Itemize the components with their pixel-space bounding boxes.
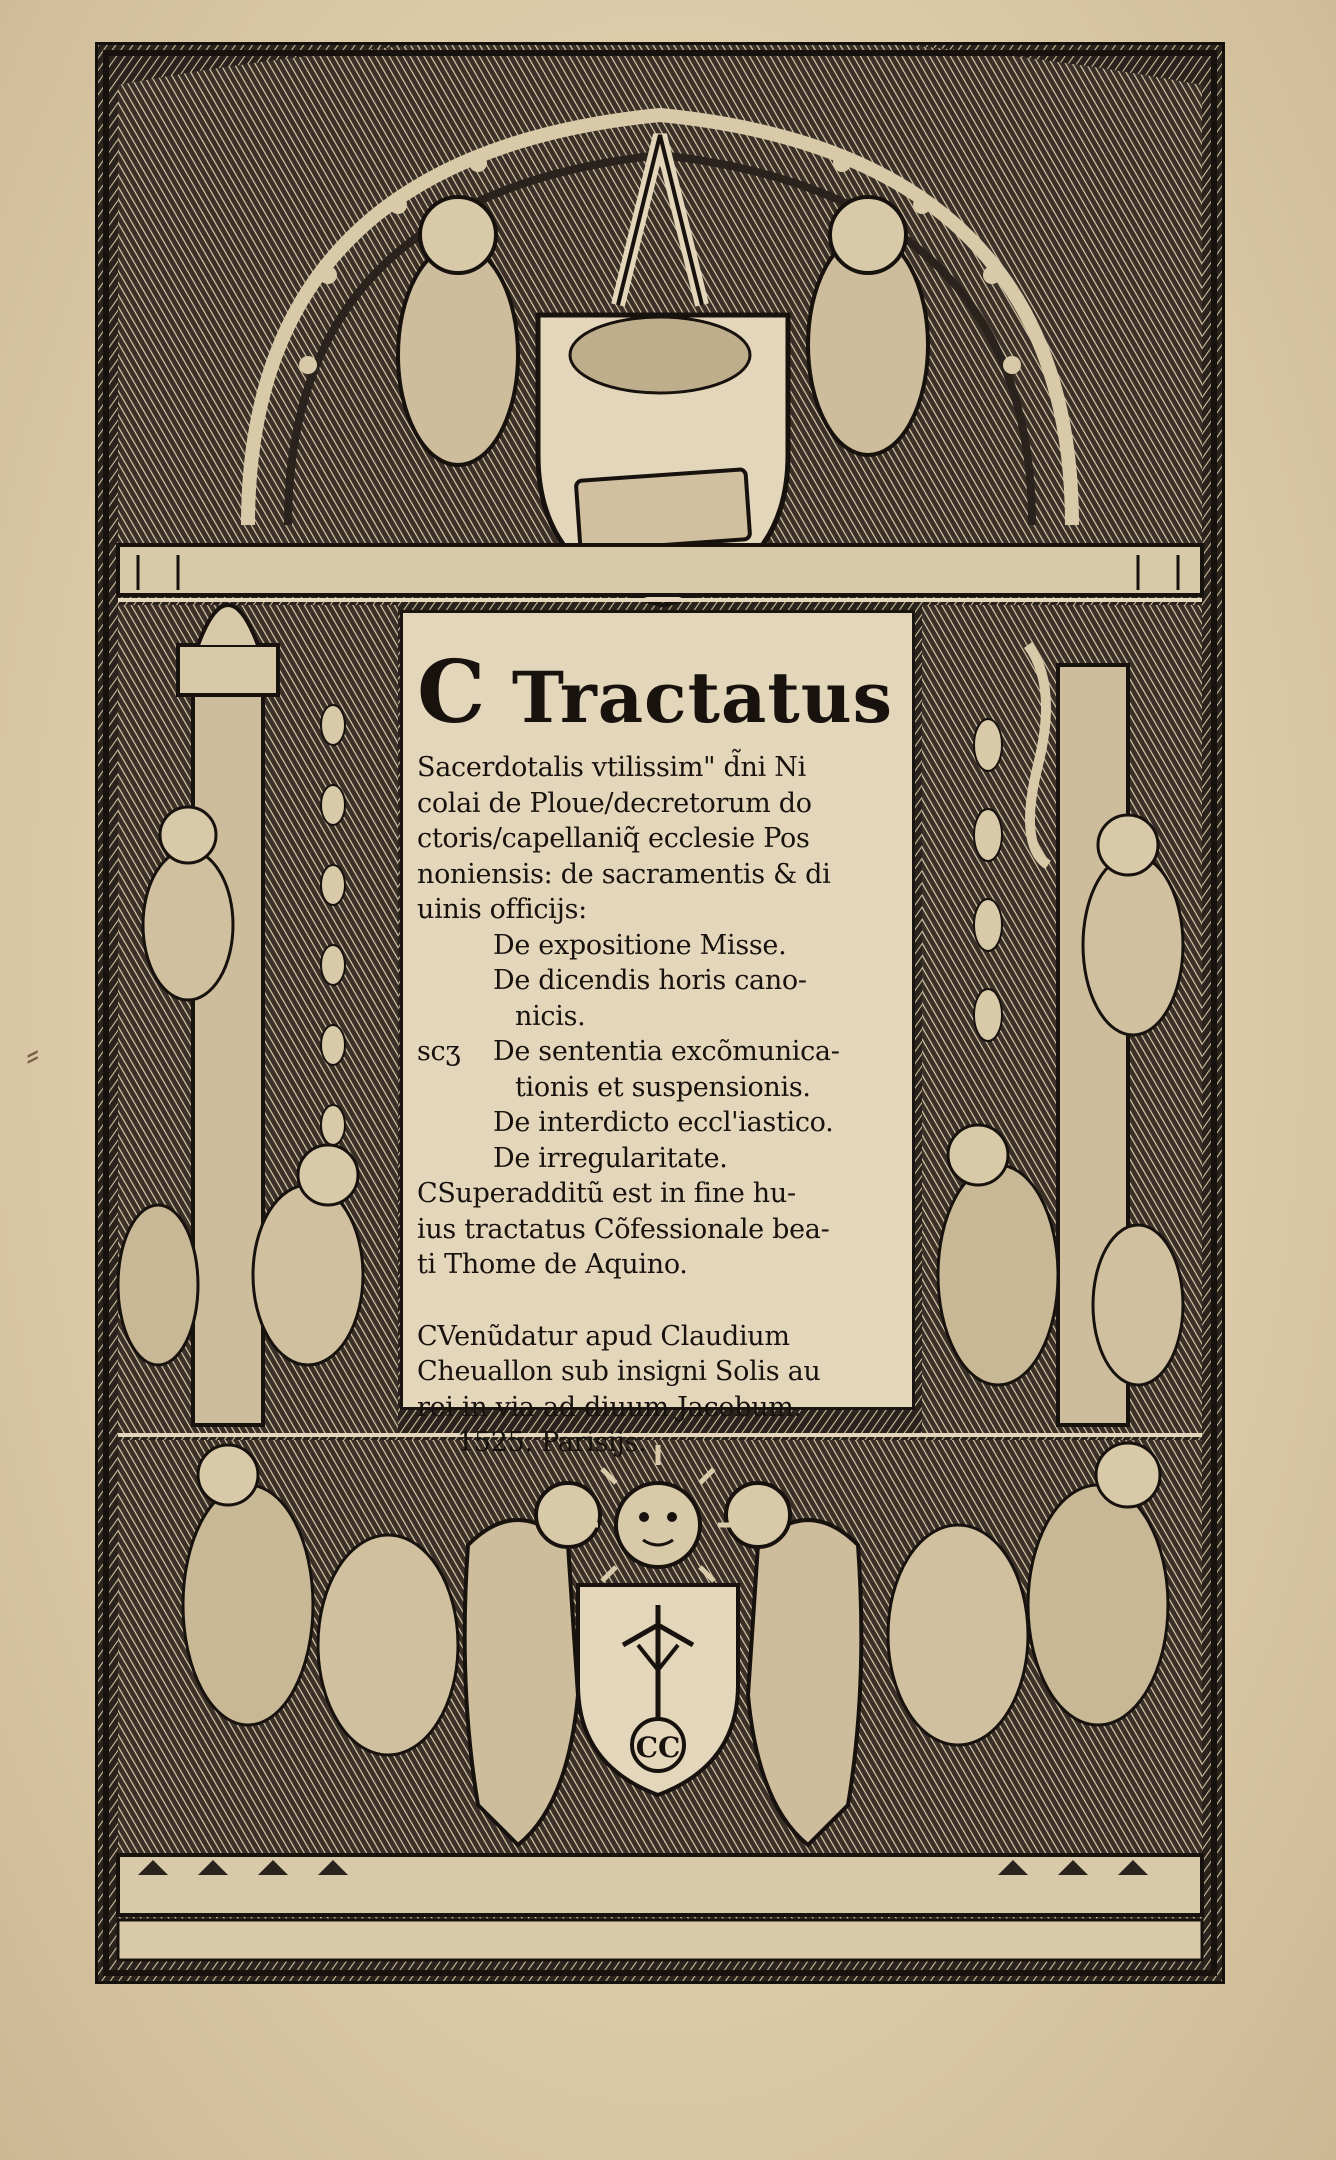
top-arch-panel: [118, 45, 1202, 605]
contents-scilicet-row: [417, 1034, 898, 1070]
addendum-line: CSuperadditũ est in fine hu-: [417, 1178, 796, 1209]
contents-item: De interdicto eccl'iastico.: [493, 1107, 834, 1138]
contents-item: tionis et suspensionis.: [515, 1071, 811, 1103]
body-line: uinis officijs:: [417, 894, 587, 925]
imprint-line: CVenũdatur apud Claudium: [417, 1320, 790, 1352]
left-column-panel: [118, 605, 398, 1435]
imprint-line: rei in via ad diuum Jacobum.: [417, 1391, 802, 1423]
body-line: noniensis: de sacramentis & di: [417, 858, 831, 890]
body-line: Sacerdotalis vtilissim" d̃ni Ni: [417, 752, 806, 783]
page-title: [417, 642, 898, 743]
title-initial: C: [417, 642, 487, 743]
addendum-line: ius tractatus Cõfessionale bea-: [417, 1213, 830, 1245]
contents-item: nicis.: [515, 1000, 586, 1032]
bottom-panel: [118, 1440, 1202, 1960]
body-line: ctoris/capellaniq̃ ecclesie Pos: [417, 823, 810, 854]
scilicet-mark: scʒ: [417, 1036, 461, 1067]
contents-item: De sententia excõmunica-: [493, 1036, 840, 1067]
body-line: colai de Ploue/decretorum do: [417, 787, 812, 819]
spacer: [417, 1283, 898, 1319]
title-panel: [400, 610, 915, 1458]
title-word: Tractatus: [511, 656, 894, 739]
ink-stain-mark: ⸗: [26, 1031, 40, 1077]
printer-mark-initials: CC: [635, 1731, 681, 1764]
contents-item: De dicendis horis cano-: [493, 965, 807, 996]
addendum-line: ti Thome de Aquino.: [417, 1249, 688, 1280]
imprint-date: 1525. Parisijs.: [457, 1427, 647, 1458]
contents-item: De expositione Misse.: [493, 929, 787, 961]
contents-item: De irregularitate.: [493, 1142, 728, 1174]
imprint-line: Cheuallon sub insigni Solis au: [417, 1356, 821, 1387]
right-column-panel: [922, 605, 1202, 1435]
